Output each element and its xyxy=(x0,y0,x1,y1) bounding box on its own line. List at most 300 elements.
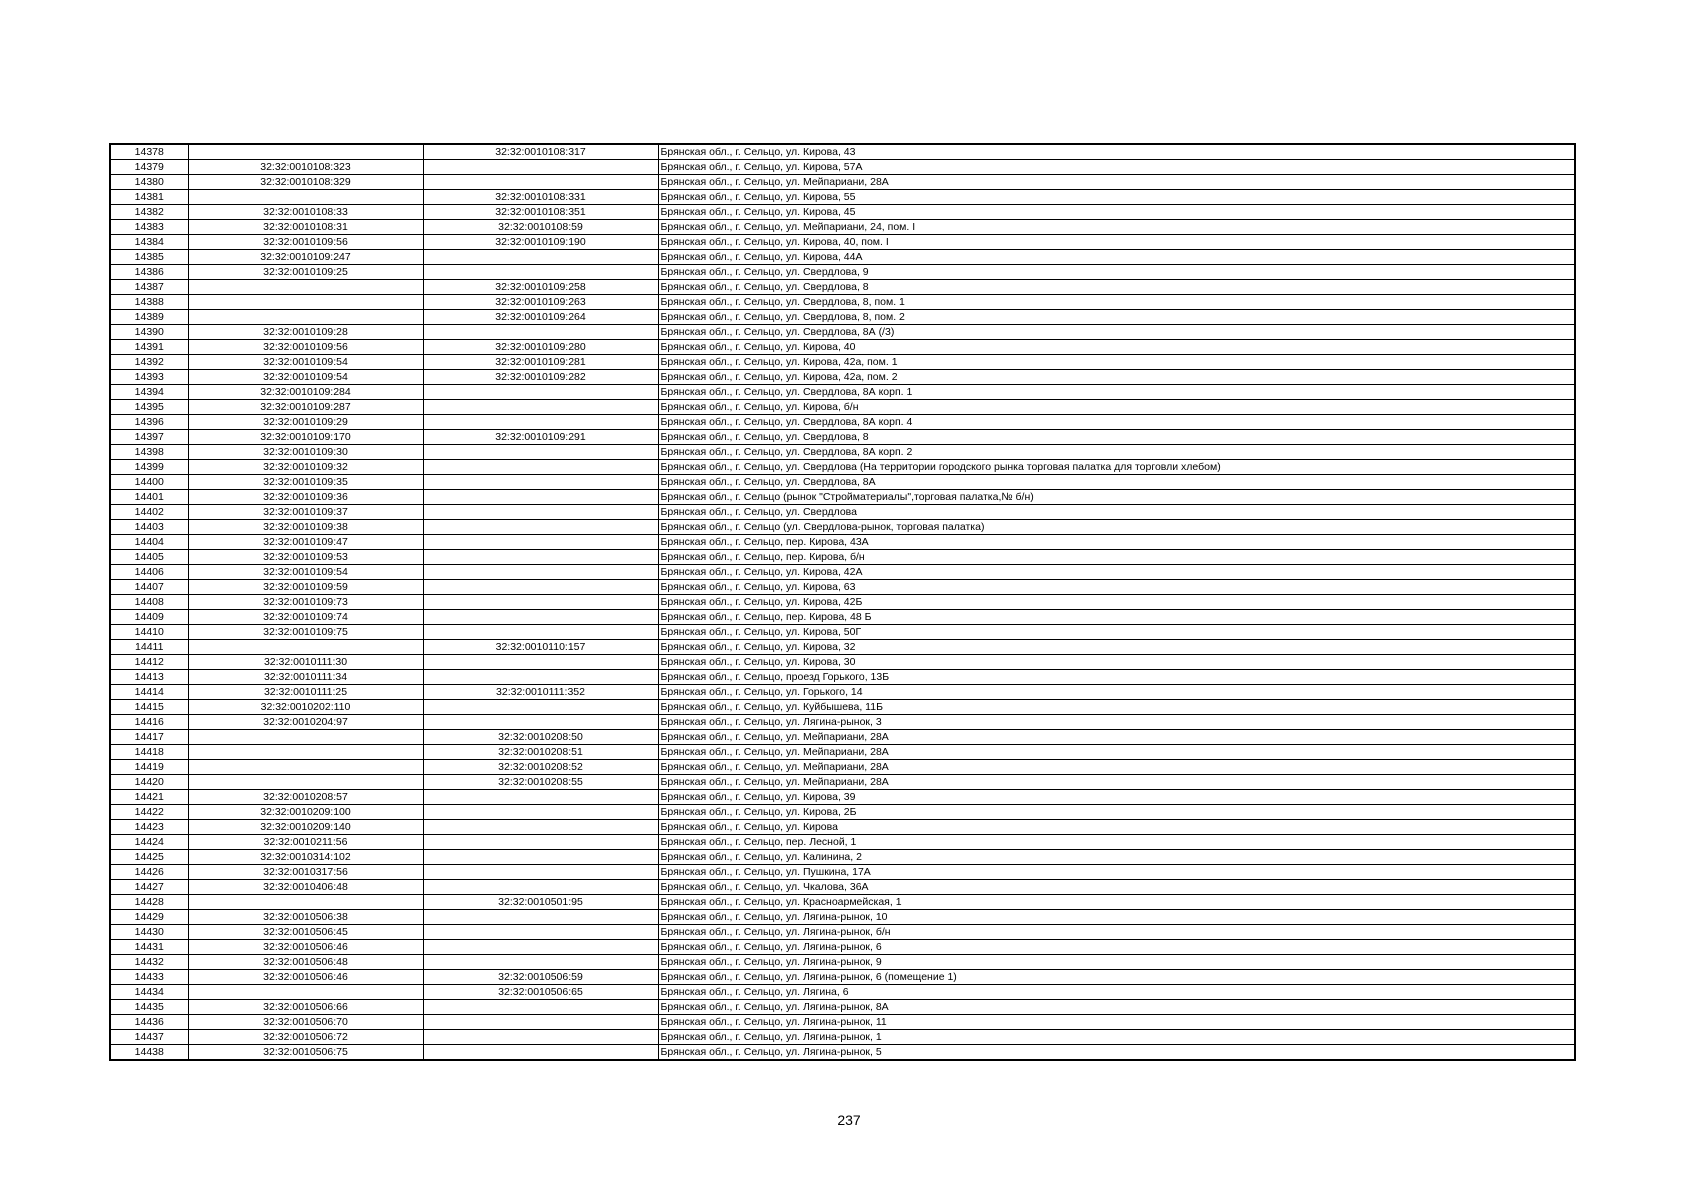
table-row xyxy=(110,1045,1575,1061)
building-cadastral-number-cell: 32:32:0010501:95 xyxy=(423,895,658,910)
table-row xyxy=(110,895,1575,910)
land-cadastral-number-cell: 32:32:0010109:73 xyxy=(188,595,423,610)
row-number-cell: 14410 xyxy=(110,625,188,640)
building-cadastral-number-cell xyxy=(423,1000,658,1015)
address-cell: Брянская обл., г. Сельцо, ул. Свердлова, 8 xyxy=(658,430,1575,445)
table-row xyxy=(110,205,1575,220)
address-cell: Брянская обл., г. Сельцо, ул. Свердлова, 8А (/3) xyxy=(658,325,1575,340)
address-cell: Брянская обл., г. Сельцо, ул. Мейпариани, 28А xyxy=(658,175,1575,190)
land-cadastral-number-cell: 32:32:0010109:37 xyxy=(188,505,423,520)
building-cadastral-number-cell xyxy=(423,880,658,895)
table-row xyxy=(110,775,1575,790)
land-cadastral-number-cell: 32:32:0010108:323 xyxy=(188,160,423,175)
building-cadastral-number-cell xyxy=(423,835,658,850)
land-cadastral-number-cell: 32:32:0010208:57 xyxy=(188,790,423,805)
building-cadastral-number-cell xyxy=(423,940,658,955)
address-cell: Брянская обл., г. Сельцо, ул. Кирова xyxy=(658,820,1575,835)
building-cadastral-number-cell xyxy=(423,805,658,820)
land-cadastral-number-cell: 32:32:0010109:36 xyxy=(188,490,423,505)
building-cadastral-number-cell xyxy=(423,160,658,175)
address-cell: Брянская обл., г. Сельцо, ул. Лягина-рынок, 3 xyxy=(658,715,1575,730)
land-cadastral-number-cell: 32:32:0010109:247 xyxy=(188,250,423,265)
land-cadastral-number-cell: 32:32:0010109:54 xyxy=(188,565,423,580)
row-number-cell: 14416 xyxy=(110,715,188,730)
building-cadastral-number-cell xyxy=(423,520,658,535)
land-cadastral-number-cell: 32:32:0010109:56 xyxy=(188,340,423,355)
row-number-cell: 14437 xyxy=(110,1030,188,1045)
page-number: 237 xyxy=(837,1112,861,1128)
row-number-cell: 14380 xyxy=(110,175,188,190)
building-cadastral-number-cell xyxy=(423,445,658,460)
address-cell: Брянская обл., г. Сельцо, ул. Лягина-рынок, б/н xyxy=(658,925,1575,940)
table-row xyxy=(110,940,1575,955)
table-row xyxy=(110,265,1575,280)
row-number-cell: 14420 xyxy=(110,775,188,790)
building-cadastral-number-cell: 32:32:0010108:59 xyxy=(423,220,658,235)
row-number-cell: 14414 xyxy=(110,685,188,700)
row-number-cell: 14409 xyxy=(110,610,188,625)
address-cell: Брянская обл., г. Сельцо, пер. Лесной, 1 xyxy=(658,835,1575,850)
row-number-cell: 14429 xyxy=(110,910,188,925)
land-cadastral-number-cell: 32:32:0010109:29 xyxy=(188,415,423,430)
address-cell: Брянская обл., г. Сельцо, ул. Калинина, 2 xyxy=(658,850,1575,865)
row-number-cell: 14382 xyxy=(110,205,188,220)
building-cadastral-number-cell: 32:32:0010109:264 xyxy=(423,310,658,325)
land-cadastral-number-cell: 32:32:0010109:54 xyxy=(188,370,423,385)
row-number-cell: 14399 xyxy=(110,460,188,475)
table-row xyxy=(110,475,1575,490)
building-cadastral-number-cell xyxy=(423,700,658,715)
address-cell: Брянская обл., г. Сельцо, ул. Мейпариани, 28А xyxy=(658,745,1575,760)
address-cell: Брянская обл., г. Сельцо, ул. Кирова, 42Б xyxy=(658,595,1575,610)
address-cell: Брянская обл., г. Сельцо, ул. Кирова, 43 xyxy=(658,144,1575,160)
address-cell: Брянская обл., г. Сельцо, ул. Куйбышева, 11Б xyxy=(658,700,1575,715)
row-number-cell: 14378 xyxy=(110,144,188,160)
row-number-cell: 14394 xyxy=(110,385,188,400)
address-cell: Брянская обл., г. Сельцо, ул. Кирова, 44А xyxy=(658,250,1575,265)
row-number-cell: 14405 xyxy=(110,550,188,565)
land-cadastral-number-cell: 32:32:0010108:329 xyxy=(188,175,423,190)
address-cell: Брянская обл., г. Сельцо, ул. Мейпариани, 28А xyxy=(658,775,1575,790)
building-cadastral-number-cell xyxy=(423,670,658,685)
land-cadastral-number-cell: 32:32:0010108:31 xyxy=(188,220,423,235)
building-cadastral-number-cell xyxy=(423,400,658,415)
address-cell: Брянская обл., г. Сельцо, ул. Лягина-рынок, 6 (помещение 1) xyxy=(658,970,1575,985)
land-cadastral-number-cell xyxy=(188,310,423,325)
building-cadastral-number-cell xyxy=(423,865,658,880)
land-cadastral-number-cell: 32:32:0010109:54 xyxy=(188,355,423,370)
row-number-cell: 14384 xyxy=(110,235,188,250)
land-cadastral-number-cell xyxy=(188,895,423,910)
row-number-cell: 14396 xyxy=(110,415,188,430)
table-row xyxy=(110,685,1575,700)
land-cadastral-number-cell: 32:32:0010204:97 xyxy=(188,715,423,730)
building-cadastral-number-cell: 32:32:0010109:282 xyxy=(423,370,658,385)
table-row xyxy=(110,370,1575,385)
row-number-cell: 14411 xyxy=(110,640,188,655)
address-cell: Брянская обл., г. Сельцо, ул. Кирова, б/н xyxy=(658,400,1575,415)
row-number-cell: 14390 xyxy=(110,325,188,340)
address-cell: Брянская обл., г. Сельцо, ул. Лягина-рынок, 8А xyxy=(658,1000,1575,1015)
address-cell: Брянская обл., г. Сельцо, ул. Кирова, 39 xyxy=(658,790,1575,805)
table-row xyxy=(110,835,1575,850)
address-cell: Брянская обл., г. Сельцо, ул. Горького, 14 xyxy=(658,685,1575,700)
address-cell: Брянская обл., г. Сельцо, ул. Кирова, 63 xyxy=(658,580,1575,595)
row-number-cell: 14392 xyxy=(110,355,188,370)
address-cell: Брянская обл., г. Сельцо, проезд Горького, 13Б xyxy=(658,670,1575,685)
land-cadastral-number-cell: 32:32:0010317:56 xyxy=(188,865,423,880)
building-cadastral-number-cell xyxy=(423,505,658,520)
building-cadastral-number-cell: 32:32:0010108:317 xyxy=(423,144,658,160)
row-number-cell: 14424 xyxy=(110,835,188,850)
row-number-cell: 14400 xyxy=(110,475,188,490)
building-cadastral-number-cell xyxy=(423,325,658,340)
row-number-cell: 14415 xyxy=(110,700,188,715)
table-row xyxy=(110,715,1575,730)
building-cadastral-number-cell xyxy=(423,850,658,865)
table-row xyxy=(110,295,1575,310)
building-cadastral-number-cell xyxy=(423,625,658,640)
land-cadastral-number-cell: 32:32:0010209:100 xyxy=(188,805,423,820)
table-row xyxy=(110,850,1575,865)
land-cadastral-number-cell: 32:32:0010109:38 xyxy=(188,520,423,535)
address-cell: Брянская обл., г. Сельцо, ул. Красноармейская, 1 xyxy=(658,895,1575,910)
land-cadastral-number-cell xyxy=(188,985,423,1000)
address-cell: Брянская обл., г. Сельцо, ул. Свердлова, 8, пом. 2 xyxy=(658,310,1575,325)
address-cell: Брянская обл., г. Сельцо, ул. Кирова, 55 xyxy=(658,190,1575,205)
address-cell: Брянская обл., г. Сельцо, ул. Свердлова (На территории городского рынка торговая палатка для торговли хлебом) xyxy=(658,460,1575,475)
row-number-cell: 14397 xyxy=(110,430,188,445)
table-row xyxy=(110,235,1575,250)
table-row xyxy=(110,250,1575,265)
table-row xyxy=(110,520,1575,535)
row-number-cell: 14407 xyxy=(110,580,188,595)
address-cell: Брянская обл., г. Сельцо, ул. Свердлова, 8А xyxy=(658,475,1575,490)
row-number-cell: 14386 xyxy=(110,265,188,280)
building-cadastral-number-cell xyxy=(423,460,658,475)
row-number-cell: 14412 xyxy=(110,655,188,670)
address-cell: Брянская обл., г. Сельцо, ул. Свердлова, 8А корп. 4 xyxy=(658,415,1575,430)
table-row xyxy=(110,535,1575,550)
table-row xyxy=(110,280,1575,295)
table-row xyxy=(110,160,1575,175)
table-row xyxy=(110,220,1575,235)
land-cadastral-number-cell xyxy=(188,280,423,295)
table-row xyxy=(110,190,1575,205)
table-row xyxy=(110,670,1575,685)
row-number-cell: 14431 xyxy=(110,940,188,955)
land-cadastral-number-cell: 32:32:0010314:102 xyxy=(188,850,423,865)
address-cell: Брянская обл., г. Сельцо, пер. Кирова, 43А xyxy=(658,535,1575,550)
building-cadastral-number-cell: 32:32:0010208:50 xyxy=(423,730,658,745)
row-number-cell: 14393 xyxy=(110,370,188,385)
building-cadastral-number-cell xyxy=(423,910,658,925)
building-cadastral-number-cell xyxy=(423,415,658,430)
table-row xyxy=(110,655,1575,670)
table-row xyxy=(110,595,1575,610)
row-number-cell: 14426 xyxy=(110,865,188,880)
land-cadastral-number-cell: 32:32:0010506:38 xyxy=(188,910,423,925)
table-row xyxy=(110,640,1575,655)
row-number-cell: 14417 xyxy=(110,730,188,745)
building-cadastral-number-cell xyxy=(423,250,658,265)
land-cadastral-number-cell: 32:32:0010108:33 xyxy=(188,205,423,220)
land-cadastral-number-cell xyxy=(188,295,423,310)
building-cadastral-number-cell xyxy=(423,565,658,580)
table-row xyxy=(110,805,1575,820)
registry-table xyxy=(109,143,1576,1061)
row-number-cell: 14408 xyxy=(110,595,188,610)
row-number-cell: 14406 xyxy=(110,565,188,580)
building-cadastral-number-cell xyxy=(423,1015,658,1030)
address-cell: Брянская обл., г. Сельцо, пер. Кирова, б/н xyxy=(658,550,1575,565)
land-cadastral-number-cell: 32:32:0010109:170 xyxy=(188,430,423,445)
table-row xyxy=(110,580,1575,595)
building-cadastral-number-cell: 32:32:0010109:190 xyxy=(423,235,658,250)
row-number-cell: 14436 xyxy=(110,1015,188,1030)
row-number-cell: 14434 xyxy=(110,985,188,1000)
land-cadastral-number-cell xyxy=(188,640,423,655)
land-cadastral-number-cell: 32:32:0010111:30 xyxy=(188,655,423,670)
land-cadastral-number-cell: 32:32:0010109:25 xyxy=(188,265,423,280)
address-cell: Брянская обл., г. Сельцо, ул. Свердлова xyxy=(658,505,1575,520)
table-row xyxy=(110,490,1575,505)
row-number-cell: 14387 xyxy=(110,280,188,295)
row-number-cell: 14389 xyxy=(110,310,188,325)
building-cadastral-number-cell xyxy=(423,385,658,400)
address-cell: Брянская обл., г. Сельцо, ул. Кирова, 2Б xyxy=(658,805,1575,820)
address-cell: Брянская обл., г. Сельцо, ул. Кирова, 30 xyxy=(658,655,1575,670)
building-cadastral-number-cell: 32:32:0010208:55 xyxy=(423,775,658,790)
building-cadastral-number-cell xyxy=(423,550,658,565)
land-cadastral-number-cell: 32:32:0010109:53 xyxy=(188,550,423,565)
table-row xyxy=(110,565,1575,580)
table-row xyxy=(110,955,1575,970)
building-cadastral-number-cell: 32:32:0010110:157 xyxy=(423,640,658,655)
table-row xyxy=(110,1000,1575,1015)
address-cell: Брянская обл., г. Сельцо, ул. Лягина-рынок, 10 xyxy=(658,910,1575,925)
row-number-cell: 14379 xyxy=(110,160,188,175)
building-cadastral-number-cell xyxy=(423,265,658,280)
land-cadastral-number-cell: 32:32:0010109:75 xyxy=(188,625,423,640)
address-cell: Брянская обл., г. Сельцо, ул. Лягина-рынок, 5 xyxy=(658,1045,1575,1061)
building-cadastral-number-cell: 32:32:0010109:263 xyxy=(423,295,658,310)
building-cadastral-number-cell xyxy=(423,595,658,610)
land-cadastral-number-cell: 32:32:0010109:287 xyxy=(188,400,423,415)
land-cadastral-number-cell: 32:32:0010111:25 xyxy=(188,685,423,700)
row-number-cell: 14428 xyxy=(110,895,188,910)
building-cadastral-number-cell xyxy=(423,1045,658,1061)
address-cell: Брянская обл., г. Сельцо, ул. Мейпариани, 24, пом. I xyxy=(658,220,1575,235)
land-cadastral-number-cell: 32:32:0010506:70 xyxy=(188,1015,423,1030)
building-cadastral-number-cell xyxy=(423,925,658,940)
address-cell: Брянская обл., г. Сельцо, ул. Лягина, 6 xyxy=(658,985,1575,1000)
row-number-cell: 14385 xyxy=(110,250,188,265)
address-cell: Брянская обл., г. Сельцо, ул. Лягина-рынок, 11 xyxy=(658,1015,1575,1030)
address-cell: Брянская обл., г. Сельцо, ул. Свердлова, 8, пом. 1 xyxy=(658,295,1575,310)
table-row xyxy=(110,355,1575,370)
address-cell: Брянская обл., г. Сельцо, пер. Кирова, 48 Б xyxy=(658,610,1575,625)
building-cadastral-number-cell xyxy=(423,820,658,835)
table-row xyxy=(110,730,1575,745)
land-cadastral-number-cell xyxy=(188,730,423,745)
land-cadastral-number-cell: 32:32:0010211:56 xyxy=(188,835,423,850)
address-cell: Брянская обл., г. Сельцо, ул. Пушкина, 17А xyxy=(658,865,1575,880)
table-row xyxy=(110,175,1575,190)
address-cell: Брянская обл., г. Сельцо, ул. Свердлова, 8А корп. 1 xyxy=(658,385,1575,400)
table-row xyxy=(110,430,1575,445)
table-row xyxy=(110,550,1575,565)
row-number-cell: 14421 xyxy=(110,790,188,805)
address-cell: Брянская обл., г. Сельцо, ул. Кирова, 40, пом. I xyxy=(658,235,1575,250)
address-cell: Брянская обл., г. Сельцо, ул. Свердлова, 8А корп. 2 xyxy=(658,445,1575,460)
land-cadastral-number-cell: 32:32:0010109:56 xyxy=(188,235,423,250)
table-row xyxy=(110,970,1575,985)
land-cadastral-number-cell: 32:32:0010109:59 xyxy=(188,580,423,595)
table-row xyxy=(110,925,1575,940)
table-row xyxy=(110,460,1575,475)
building-cadastral-number-cell: 32:32:0010109:291 xyxy=(423,430,658,445)
row-number-cell: 14398 xyxy=(110,445,188,460)
land-cadastral-number-cell: 32:32:0010506:46 xyxy=(188,940,423,955)
table-row xyxy=(110,400,1575,415)
row-number-cell: 14391 xyxy=(110,340,188,355)
land-cadastral-number-cell: 32:32:0010109:74 xyxy=(188,610,423,625)
table-row xyxy=(110,865,1575,880)
land-cadastral-number-cell: 32:32:0010506:48 xyxy=(188,955,423,970)
building-cadastral-number-cell xyxy=(423,955,658,970)
building-cadastral-number-cell xyxy=(423,715,658,730)
land-cadastral-number-cell xyxy=(188,745,423,760)
row-number-cell: 14419 xyxy=(110,760,188,775)
land-cadastral-number-cell: 32:32:0010109:30 xyxy=(188,445,423,460)
row-number-cell: 14404 xyxy=(110,535,188,550)
table-row xyxy=(110,625,1575,640)
building-cadastral-number-cell: 32:32:0010109:258 xyxy=(423,280,658,295)
row-number-cell: 14402 xyxy=(110,505,188,520)
table-row xyxy=(110,505,1575,520)
table-row xyxy=(110,760,1575,775)
row-number-cell: 14422 xyxy=(110,805,188,820)
row-number-cell: 14427 xyxy=(110,880,188,895)
building-cadastral-number-cell xyxy=(423,580,658,595)
land-cadastral-number-cell: 32:32:0010109:28 xyxy=(188,325,423,340)
table-row xyxy=(110,385,1575,400)
land-cadastral-number-cell xyxy=(188,775,423,790)
land-cadastral-number-cell: 32:32:0010506:45 xyxy=(188,925,423,940)
building-cadastral-number-cell: 32:32:0010506:59 xyxy=(423,970,658,985)
land-cadastral-number-cell: 32:32:0010506:75 xyxy=(188,1045,423,1061)
building-cadastral-number-cell xyxy=(423,535,658,550)
address-cell: Брянская обл., г. Сельцо, ул. Кирова, 40 xyxy=(658,340,1575,355)
land-cadastral-number-cell xyxy=(188,190,423,205)
table-row xyxy=(110,325,1575,340)
building-cadastral-number-cell xyxy=(423,175,658,190)
land-cadastral-number-cell xyxy=(188,760,423,775)
land-cadastral-number-cell: 32:32:0010109:47 xyxy=(188,535,423,550)
address-cell: Брянская обл., г. Сельцо, ул. Лягина-рынок, 1 xyxy=(658,1030,1575,1045)
table-row xyxy=(110,144,1575,160)
address-cell: Брянская обл., г. Сельцо, ул. Кирова, 42А xyxy=(658,565,1575,580)
row-number-cell: 14423 xyxy=(110,820,188,835)
address-cell: Брянская обл., г. Сельцо, ул. Кирова, 45 xyxy=(658,205,1575,220)
address-cell: Брянская обл., г. Сельцо, ул. Мейпариани, 28А xyxy=(658,730,1575,745)
row-number-cell: 14432 xyxy=(110,955,188,970)
table-row xyxy=(110,1015,1575,1030)
building-cadastral-number-cell: 32:32:0010208:51 xyxy=(423,745,658,760)
building-cadastral-number-cell xyxy=(423,490,658,505)
table-row xyxy=(110,985,1575,1000)
address-cell: Брянская обл., г. Сельцо, ул. Кирова, 57А xyxy=(658,160,1575,175)
building-cadastral-number-cell: 32:32:0010111:352 xyxy=(423,685,658,700)
address-cell: Брянская обл., г. Сельцо, ул. Чкалова, 36А xyxy=(658,880,1575,895)
table-row xyxy=(110,445,1575,460)
row-number-cell: 14413 xyxy=(110,670,188,685)
table-row xyxy=(110,610,1575,625)
table-row xyxy=(110,820,1575,835)
table-row xyxy=(110,700,1575,715)
address-cell: Брянская обл., г. Сельцо, ул. Лягина-рынок, 9 xyxy=(658,955,1575,970)
land-cadastral-number-cell: 32:32:0010109:32 xyxy=(188,460,423,475)
row-number-cell: 14401 xyxy=(110,490,188,505)
building-cadastral-number-cell xyxy=(423,790,658,805)
land-cadastral-number-cell: 32:32:0010109:35 xyxy=(188,475,423,490)
row-number-cell: 14433 xyxy=(110,970,188,985)
row-number-cell: 14438 xyxy=(110,1045,188,1061)
table-row xyxy=(110,340,1575,355)
row-number-cell: 14383 xyxy=(110,220,188,235)
building-cadastral-number-cell xyxy=(423,655,658,670)
row-number-cell: 14388 xyxy=(110,295,188,310)
land-cadastral-number-cell: 32:32:0010109:284 xyxy=(188,385,423,400)
land-cadastral-number-cell xyxy=(188,144,423,160)
table-row xyxy=(110,1030,1575,1045)
building-cadastral-number-cell xyxy=(423,475,658,490)
row-number-cell: 14381 xyxy=(110,190,188,205)
address-cell: Брянская обл., г. Сельцо, ул. Свердлова, 9 xyxy=(658,265,1575,280)
table-row xyxy=(110,880,1575,895)
address-cell: Брянская обл., г. Сельцо, ул. Кирова, 32 xyxy=(658,640,1575,655)
building-cadastral-number-cell xyxy=(423,610,658,625)
address-cell: Брянская обл., г. Сельцо (ул. Свердлова-рынок, торговая палатка) xyxy=(658,520,1575,535)
building-cadastral-number-cell: 32:32:0010506:65 xyxy=(423,985,658,1000)
building-cadastral-number-cell: 32:32:0010109:281 xyxy=(423,355,658,370)
row-number-cell: 14430 xyxy=(110,925,188,940)
building-cadastral-number-cell xyxy=(423,1030,658,1045)
row-number-cell: 14435 xyxy=(110,1000,188,1015)
address-cell: Брянская обл., г. Сельцо, ул. Кирова, 50Г xyxy=(658,625,1575,640)
row-number-cell: 14418 xyxy=(110,745,188,760)
land-cadastral-number-cell: 32:32:0010506:46 xyxy=(188,970,423,985)
address-cell: Брянская обл., г. Сельцо, ул. Кирова, 42а, пом. 1 xyxy=(658,355,1575,370)
building-cadastral-number-cell: 32:32:0010108:331 xyxy=(423,190,658,205)
row-number-cell: 14403 xyxy=(110,520,188,535)
address-cell: Брянская обл., г. Сельцо (рынок "Стройматериалы",торговая палатка,№ б/н) xyxy=(658,490,1575,505)
building-cadastral-number-cell: 32:32:0010108:351 xyxy=(423,205,658,220)
building-cadastral-number-cell: 32:32:0010208:52 xyxy=(423,760,658,775)
address-cell: Брянская обл., г. Сельцо, ул. Свердлова, 8 xyxy=(658,280,1575,295)
row-number-cell: 14395 xyxy=(110,400,188,415)
table-row xyxy=(110,790,1575,805)
table-row xyxy=(110,910,1575,925)
address-cell: Брянская обл., г. Сельцо, ул. Лягина-рынок, 6 xyxy=(658,940,1575,955)
table-row xyxy=(110,745,1575,760)
land-cadastral-number-cell: 32:32:0010506:72 xyxy=(188,1030,423,1045)
building-cadastral-number-cell: 32:32:0010109:280 xyxy=(423,340,658,355)
row-number-cell: 14425 xyxy=(110,850,188,865)
table-row xyxy=(110,310,1575,325)
table-row xyxy=(110,415,1575,430)
